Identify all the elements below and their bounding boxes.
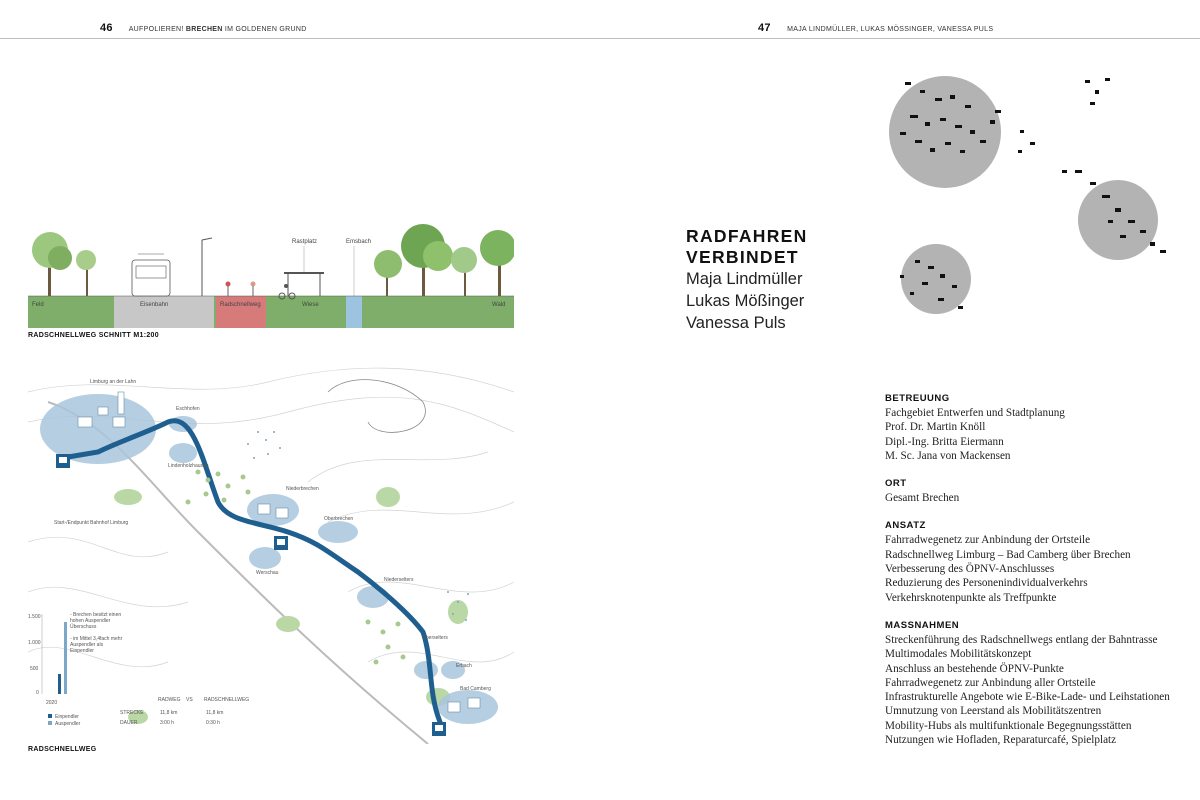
settlement-circle	[1078, 180, 1158, 260]
title-line-2: VERBINDET	[686, 247, 799, 267]
info-section-betreuung	[885, 392, 1185, 463]
station-icon	[274, 536, 288, 550]
author-name: Maja Lindmüller	[686, 270, 803, 288]
bar-notes	[70, 612, 128, 692]
title-line-1: RADFAHREN	[686, 226, 808, 246]
station-icon	[56, 454, 70, 468]
place-eschhofen: Eschhofen	[176, 406, 200, 412]
bar-tick: 0	[36, 690, 39, 696]
rest-shelter-icon	[284, 272, 324, 296]
running-header-left	[100, 22, 307, 38]
info-heading: ORT	[885, 478, 907, 490]
info-line: Streckenführung des Radschnellwegs entlang der Bahntrasse	[885, 633, 1158, 646]
place-niederbrechen: Niederbrechen	[286, 486, 319, 492]
info-line: Fahrradwegenetz zur Anbindung aller Ortsteile	[885, 676, 1096, 689]
place-bad-camberg: Bad Camberg	[460, 686, 491, 692]
info-line: Verbesserung des ÖPNV-Anschlusses	[885, 563, 1055, 576]
cyclist-icon	[226, 282, 231, 297]
info-line: Fachgebiet Entwerfen und Stadtplanung	[885, 407, 1065, 419]
info-line: Prof. Dr. Martin Knöll	[885, 421, 986, 434]
bar-einpendler	[58, 674, 61, 694]
station-icon	[432, 722, 446, 736]
bar-note-2: - im Mittel 3,4fach mehr Auspendler als Einpendler	[70, 636, 123, 654]
bar-auspendler	[64, 622, 67, 694]
river-line	[328, 380, 425, 433]
info-heading: MASSNAHMEN	[885, 619, 960, 631]
project-info	[885, 392, 1185, 761]
info-line: Umnutzung von Leerstand als Mobilitätszentren	[885, 705, 1102, 718]
tree-icon	[76, 250, 96, 296]
tree-icon	[480, 230, 514, 296]
info-section-massnahmen	[885, 619, 1185, 747]
lamp-icon	[202, 238, 212, 296]
place-erbach: Erbach	[456, 663, 472, 669]
info-line: Verkehrsknotenpunkte als Treffpunkte	[885, 591, 1057, 604]
info-line: Infrastrukturelle Angebote wie E-Bike-Lade- und Leihstationen	[885, 691, 1170, 704]
table-cell: 0:30 h	[206, 720, 220, 726]
header-right-text: MAJA LINDMÜLLER, LUKAS MÖSSINGER, VANESSA PULS	[787, 26, 994, 33]
settlement-diagram	[880, 70, 1180, 330]
info-heading: BETREUUNG	[885, 393, 950, 404]
place-niederselters: Niederselters	[384, 577, 414, 583]
page-number-left: 46	[100, 22, 113, 34]
label-rastplatz: Rastplatz	[292, 239, 318, 245]
place-lindenholzhausen: Lindenholzhausen	[168, 463, 209, 469]
map-caption: RADSCHNELLWEG	[28, 746, 97, 753]
page-number-right: 47	[758, 22, 771, 34]
info-line: Mobility-Hubs als multifunktionale Begegnungsstätten	[885, 719, 1132, 732]
ground-strip	[28, 296, 514, 328]
route-map	[28, 362, 514, 744]
label-eisenbahn: Eisenbahn	[140, 302, 169, 308]
bar-tick: 1.500	[28, 614, 41, 620]
rail-bed	[114, 296, 214, 328]
table-col-radweg: RADWEG	[158, 697, 181, 703]
section-svg	[28, 216, 514, 328]
info-section-ansatz	[885, 519, 1185, 604]
bar-note-1: - Brechen besitzt einen hohen Auspendler Überschuss	[70, 612, 122, 630]
table-cell: 11,8 km	[206, 710, 224, 716]
legend-swatch-aus	[48, 721, 52, 725]
project-title-block	[686, 226, 876, 334]
place-werschau: Werschau	[256, 570, 279, 576]
legend-auspendler: Auspendler	[55, 721, 81, 727]
info-line: Gesamt Brechen	[885, 492, 960, 505]
cycle-lane	[216, 296, 266, 328]
label-emsbach: Emsbach	[346, 239, 372, 245]
info-section-ort	[885, 477, 1185, 505]
table-row-label: DAUER	[120, 720, 138, 726]
street-section-illustration	[28, 216, 514, 328]
table-vs: VS	[186, 697, 193, 703]
label-feld: Feld	[32, 302, 44, 308]
label-wald: Wald	[492, 302, 506, 308]
header-rule	[0, 38, 1200, 39]
tree-icon	[401, 224, 453, 296]
tree-icon	[374, 250, 402, 296]
table-row-label: STRECKE	[120, 710, 144, 716]
creek	[346, 296, 362, 328]
info-line: Reduzierung des Personenindividualverkehrs	[885, 577, 1088, 590]
bar-year: 2020	[46, 700, 58, 706]
legend-einpendler: Einpendler	[55, 714, 79, 720]
tree-icon	[451, 247, 477, 296]
table-cell: 11,8 km	[160, 710, 178, 716]
info-line: Nutzungen wie Hofladen, Reparaturcafé, Spielplatz	[885, 734, 1117, 747]
header-left-pre: AUFPOLIEREN!	[128, 26, 184, 33]
info-line: Fahrradwegenetz zur Anbindung der Ortsteile	[885, 534, 1091, 547]
info-line: Multimodales Mobilitätskonzept	[885, 648, 1032, 661]
table-col-radschnellweg: RADSCHNELLWEG	[204, 697, 250, 703]
legend-swatch-ein	[48, 714, 52, 718]
info-line: Dipl.-Ing. Britta Eiermann	[885, 435, 1004, 448]
section-caption: RADSCHNELLWEG SCHNITT M1:200	[28, 332, 159, 339]
place-limburg: Limburg an der Lahn	[90, 379, 137, 385]
running-header-right	[758, 22, 993, 38]
bar-tick: 1.000	[28, 640, 41, 646]
info-line: Radschnellweg Limburg – Bad Camberg über Brechen	[885, 548, 1131, 561]
label-wiese: Wiese	[302, 302, 319, 308]
place-oberbrechen: Oberbrechen	[324, 516, 354, 522]
author-name: Vanessa Puls	[686, 314, 786, 332]
author-name: Lukas Mößinger	[686, 292, 805, 310]
cyclist-icon	[251, 282, 256, 297]
info-line: M. Sc. Jana von Mackensen	[885, 449, 1011, 462]
header-left-bold: BRECHEN	[185, 26, 223, 33]
table-cell: 3:00 h	[160, 720, 174, 726]
bar-tick: 500	[30, 666, 39, 672]
settlement-circle	[901, 244, 971, 314]
train-icon	[132, 254, 170, 296]
green-patches	[114, 487, 468, 724]
place-start-end: Start-/Endpunkt Bahnhof Limburg	[54, 520, 129, 526]
tree-icon	[32, 232, 72, 296]
info-heading: ANSATZ	[885, 520, 926, 532]
route-map-svg	[28, 362, 514, 744]
header-left-post: IM GOLDENEN GRUND	[224, 26, 307, 33]
info-line: Anschluss an bestehende ÖPNV-Punkte	[885, 662, 1064, 675]
label-radschnellweg: Radschnellweg	[220, 302, 261, 308]
place-oberselters: Oberselters	[422, 635, 448, 641]
